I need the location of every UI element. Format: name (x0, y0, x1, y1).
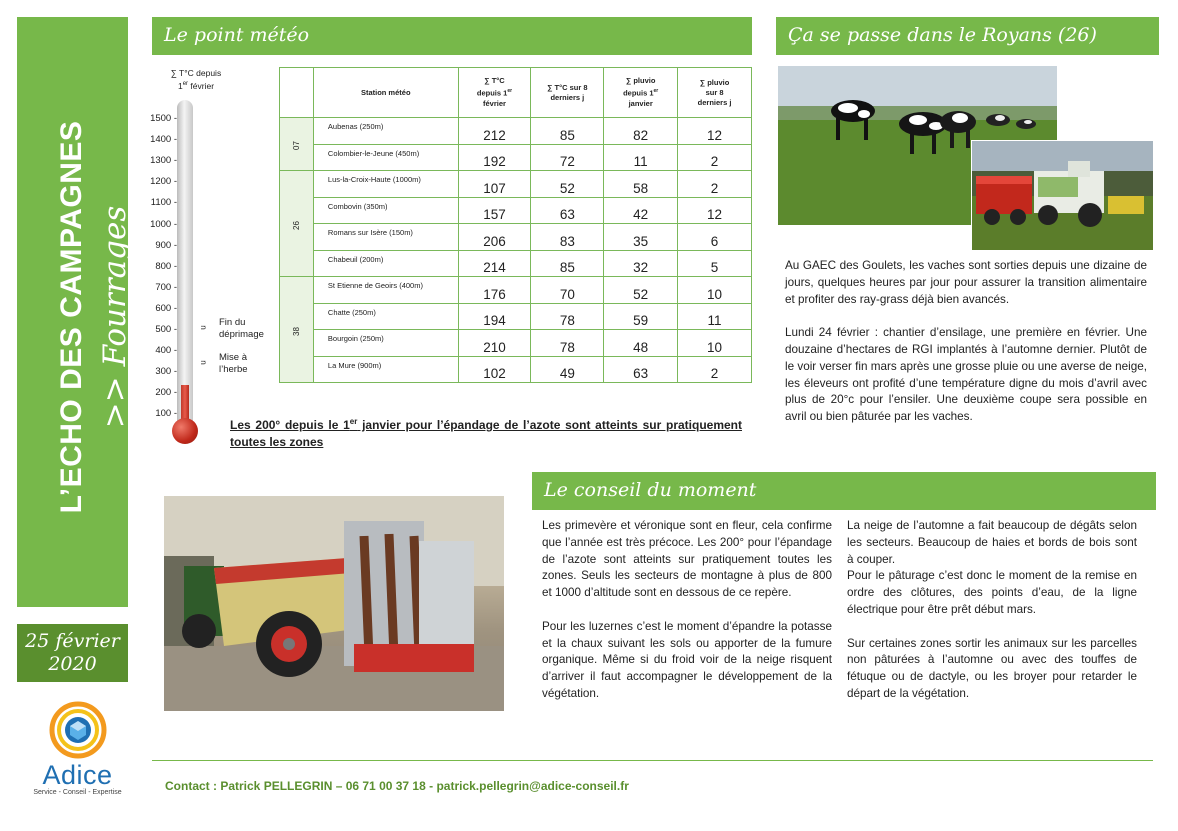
rain-8days-cell: 5 (678, 250, 752, 277)
rain-8days-cell: 2 (678, 171, 752, 198)
temp-8days-cell: 78 (531, 303, 604, 330)
station-name-cell: La Mure (900m) (313, 356, 458, 383)
meteo-table (279, 67, 752, 383)
temp-since-feb-cell: 102 (458, 356, 531, 383)
spreader-photo (164, 496, 504, 711)
adice-logo-icon (48, 700, 108, 760)
department-cell (280, 277, 314, 383)
header-station: Station météo (313, 68, 458, 118)
temp-since-feb-cell: 210 (458, 330, 531, 357)
scale-tick-label: 300 - (155, 366, 177, 378)
table-row (280, 303, 752, 330)
temp-since-feb-cell: 194 (458, 303, 531, 330)
rain-8days-cell: 2 (678, 356, 752, 383)
header-rain-8days-a: ∑ pluvio (699, 77, 730, 87)
temp-8days-cell: 78 (531, 330, 604, 357)
side-banner (17, 17, 133, 607)
temp-8days-cell: 49 (531, 356, 604, 383)
meteo-table-header (280, 68, 752, 118)
title-part-1: L’ECHO DES (55, 317, 88, 514)
date-line-2: 2020 (48, 653, 97, 675)
station-name-cell: Chabeuil (200m) (313, 250, 458, 277)
temp-8days-cell: 83 (531, 224, 604, 251)
newsletter-subtitle: >> Fourrages (97, 205, 133, 429)
marker-mise-herbe-line2: l’herbe (219, 364, 248, 375)
department-label: 07 (291, 141, 301, 150)
table-row (280, 277, 752, 304)
logo-brand: Adice (42, 760, 113, 790)
thermometer-caption-b: 1 (177, 80, 183, 91)
silage-photo (971, 140, 1154, 251)
temp-since-feb-cell: 214 (458, 250, 531, 277)
temp-8days-cell: 85 (531, 250, 604, 277)
rain-since-jan-cell: 42 (604, 197, 678, 224)
marker-icon-deprimage: u (198, 325, 208, 330)
thermometer-caption-line1: ∑ T°C depuis (170, 68, 222, 78)
rain-since-jan-cell: 58 (604, 171, 678, 198)
conseil-right-paragraph-3: Sur certaines zones sortir les animaux sur les parcelles non pâturées à l’automne ou avec des touffes de fétuque ou de dactyle, ou les broyer pour retarder le départ de la végétation. (847, 636, 1137, 700)
rain-since-jan-cell: 11 (604, 144, 678, 171)
temp-8days-cell: 72 (531, 144, 604, 171)
scale-tick-label: 1000 - (150, 218, 177, 230)
scale-tick-label: 800 - (155, 260, 177, 272)
marker-fin-deprimage-line2: déprimage (219, 329, 264, 340)
newsletter-title (55, 120, 133, 514)
station-name-cell: Bourgoin (250m) (313, 330, 458, 357)
header-temp-8days-b: derniers j (550, 92, 585, 102)
royans-paragraph-2: Lundi 24 février : chantier d’ensilage, une première en février. Une douzaine d’hectares de RGI implantés à l’automne dernier. Plutôt de le voir verser fin mars après une grosse pluie ou une averse de neige, les éleveurs ont profité d’une température digne du mois d’avril avec plus de 20°c pour l’ensiler. Une deuxième coupe sera possible en avril ou bien pâturée par les vaches. (785, 326, 1147, 424)
header-rain-8days (678, 68, 752, 118)
rain-8days-cell: 12 (678, 197, 752, 224)
scale-tick-label: 500 - (155, 324, 177, 335)
rain-since-jan-cell: 59 (604, 303, 678, 330)
table-row (280, 118, 752, 145)
marker-fin-deprimage (219, 317, 264, 341)
rain-8days-cell: 2 (678, 144, 752, 171)
thermometer-tube (177, 100, 193, 430)
rain-since-jan-cell: 52 (604, 277, 678, 304)
royans-text (785, 258, 1147, 443)
scale-tick-label: 1200 - (150, 176, 177, 188)
scale-tick-label: 100 - (155, 408, 177, 420)
header-temp-since-feb-sup: er (507, 88, 513, 95)
rain-8days-cell: 10 (678, 330, 752, 357)
temp-since-feb-cell: 157 (458, 197, 531, 224)
scale-tick-label: 1500 - (150, 113, 177, 124)
nitrogen-note-a: Les 200° depuis le 1 (230, 418, 350, 432)
header-dept (280, 68, 314, 118)
header-temp-8days (531, 68, 604, 118)
department-label: 38 (291, 326, 301, 336)
header-temp-since-feb (458, 68, 531, 118)
scale-tick-label: 700 - (155, 281, 177, 293)
conseil-right-paragraph-1: La neige de l’automne a fait beaucoup de dégâts selon les secteurs. Beaucoup de haies et bords de bois sont à couper. (847, 519, 1137, 566)
table-row (280, 224, 752, 251)
scale-tick-label: 1400 - (150, 134, 177, 146)
marker-mise-herbe (219, 352, 248, 376)
station-name-cell: Combovin (350m) (313, 197, 458, 224)
header-temp-8days-a: ∑ T°C sur 8 (547, 82, 588, 92)
scale-tick-label: 900 - (155, 239, 177, 251)
meteo-table-body (280, 118, 752, 383)
rain-8days-cell: 12 (678, 118, 752, 145)
issue-date (17, 624, 128, 682)
rain-8days-cell: 11 (678, 303, 752, 330)
station-name-cell: Aubenas (250m) (313, 118, 458, 145)
royans-heading: Ça se passe dans le Royans (26) (776, 17, 1159, 55)
scale-tick-label: 1300 - (150, 155, 177, 167)
table-row (280, 330, 752, 357)
station-name-cell: Chatte (250m) (313, 303, 458, 330)
header-rain-8days-c: derniers j (697, 97, 732, 107)
header-rain-since-jan-c: janvier (628, 98, 653, 108)
station-name-cell: St Etienne de Geoirs (400m) (313, 277, 458, 304)
conseil-heading: Le conseil du moment (532, 472, 1156, 510)
department-label: 26 (291, 220, 301, 230)
table-row (280, 144, 752, 171)
royans-paragraph-1: Au GAEC des Goulets, les vaches sont sorties depuis une dizaine de jours, quelques heures par jour pour assurer la transition alimentaire et profiter des ray-grass déjà bien avancés. (785, 259, 1147, 306)
header-rain-since-jan (604, 68, 678, 118)
rain-8days-cell: 10 (678, 277, 752, 304)
conseil-right-column (847, 518, 1137, 720)
rain-8days-cell: 6 (678, 224, 752, 251)
temp-8days-cell: 70 (531, 277, 604, 304)
temp-8days-cell: 85 (531, 118, 604, 145)
temp-since-feb-cell: 192 (458, 144, 531, 171)
marker-fin-deprimage-line1: Fin du (219, 317, 246, 328)
temp-since-feb-cell: 107 (458, 171, 531, 198)
scale-tick-label: 400 - (155, 345, 177, 357)
temp-8days-cell: 52 (531, 171, 604, 198)
scale-tick-label: 600 - (155, 302, 177, 314)
conseil-left-paragraph-2: Pour les luzernes c’est le moment d’épandre la potasse et la chaux suivant les sols ou apporter de la fumure organique. Même si du froid voir de la neige risquent d’arriver il faut accompagner le développement de la végétation. (542, 619, 832, 700)
conseil-left-paragraph-1: Les primevère et véronique sont en fleur, cela confirme que l’année est très précoce. Les 200° pour l’épandage de l’azote sont atteints sur pratiquement toutes les zones. Seuls les secteurs de montagne à plus de 800 et 1000 d’altitude sont en dessous de ce repère. (542, 519, 832, 600)
thermometer-caption (165, 68, 227, 92)
header-temp-since-feb-c: février (483, 98, 506, 108)
nitrogen-note-b: janvier pour l’épandage de l’azote sont atteints sur pratiquement toutes les zones (230, 418, 742, 449)
header-temp-since-feb-b: depuis 1 (476, 88, 508, 98)
conseil-right-paragraph-2: Pour le pâturage c’est donc le moment de la remise en ordre des clôtures, des points d’eau, de la ligne électrique pour être prêt début mars. (847, 569, 1137, 616)
scale-tick-label: 1100 - (150, 197, 177, 209)
adice-logo (30, 700, 125, 810)
thermometer-caption-sup: er (182, 81, 189, 87)
table-row (280, 171, 752, 198)
table-row (280, 356, 752, 383)
scale-tick-label: 200 - (155, 387, 177, 399)
marker-mise-herbe-line1: Mise à (219, 352, 247, 363)
temp-since-feb-cell: 176 (458, 277, 531, 304)
rain-since-jan-cell: 82 (604, 118, 678, 145)
nitrogen-note (230, 413, 742, 451)
title-part-2: CAMPAGNES (55, 120, 88, 318)
rain-since-jan-cell: 35 (604, 224, 678, 251)
rain-since-jan-cell: 48 (604, 330, 678, 357)
header-rain-since-jan-a: ∑ pluvio (625, 76, 656, 86)
meteo-heading: Le point météo (152, 17, 752, 55)
header-rain-since-jan-b: depuis 1 (623, 88, 654, 98)
marker-icon-herbe: u (198, 360, 208, 365)
station-name-cell: Lus-la-Croix-Haute (1000m) (313, 171, 458, 198)
temp-since-feb-cell: 206 (458, 224, 531, 251)
thermometer-caption-c: février (188, 80, 215, 91)
header-rain-8days-b: sur 8 (705, 87, 724, 97)
thermometer-bulb (172, 418, 198, 444)
nitrogen-note-sup: er (349, 417, 358, 426)
station-name-cell: Colombier-le-Jeune (450m) (313, 144, 458, 171)
rain-since-jan-cell: 63 (604, 356, 678, 383)
station-name-cell: Romans sur Isère (150m) (313, 224, 458, 251)
contact-line: Contact : Patrick PELLEGRIN – 06 71 00 37 18 - patrick.pellegrin@adice-conseil.fr (165, 779, 629, 793)
table-row (280, 250, 752, 277)
date-line-1: 25 février (25, 630, 120, 652)
department-cell (280, 118, 314, 171)
temp-since-feb-cell: 212 (458, 118, 531, 145)
department-cell (280, 171, 314, 277)
header-rain-since-jan-sup: er (653, 88, 659, 95)
footer-divider (152, 760, 1153, 761)
temp-8days-cell: 63 (531, 197, 604, 224)
logo-tagline: Service - Conseil - Expertise (33, 789, 122, 796)
rain-since-jan-cell: 32 (604, 250, 678, 277)
table-row (280, 197, 752, 224)
header-temp-since-feb-a: ∑ T°C (484, 76, 505, 86)
conseil-left-column (542, 518, 832, 720)
